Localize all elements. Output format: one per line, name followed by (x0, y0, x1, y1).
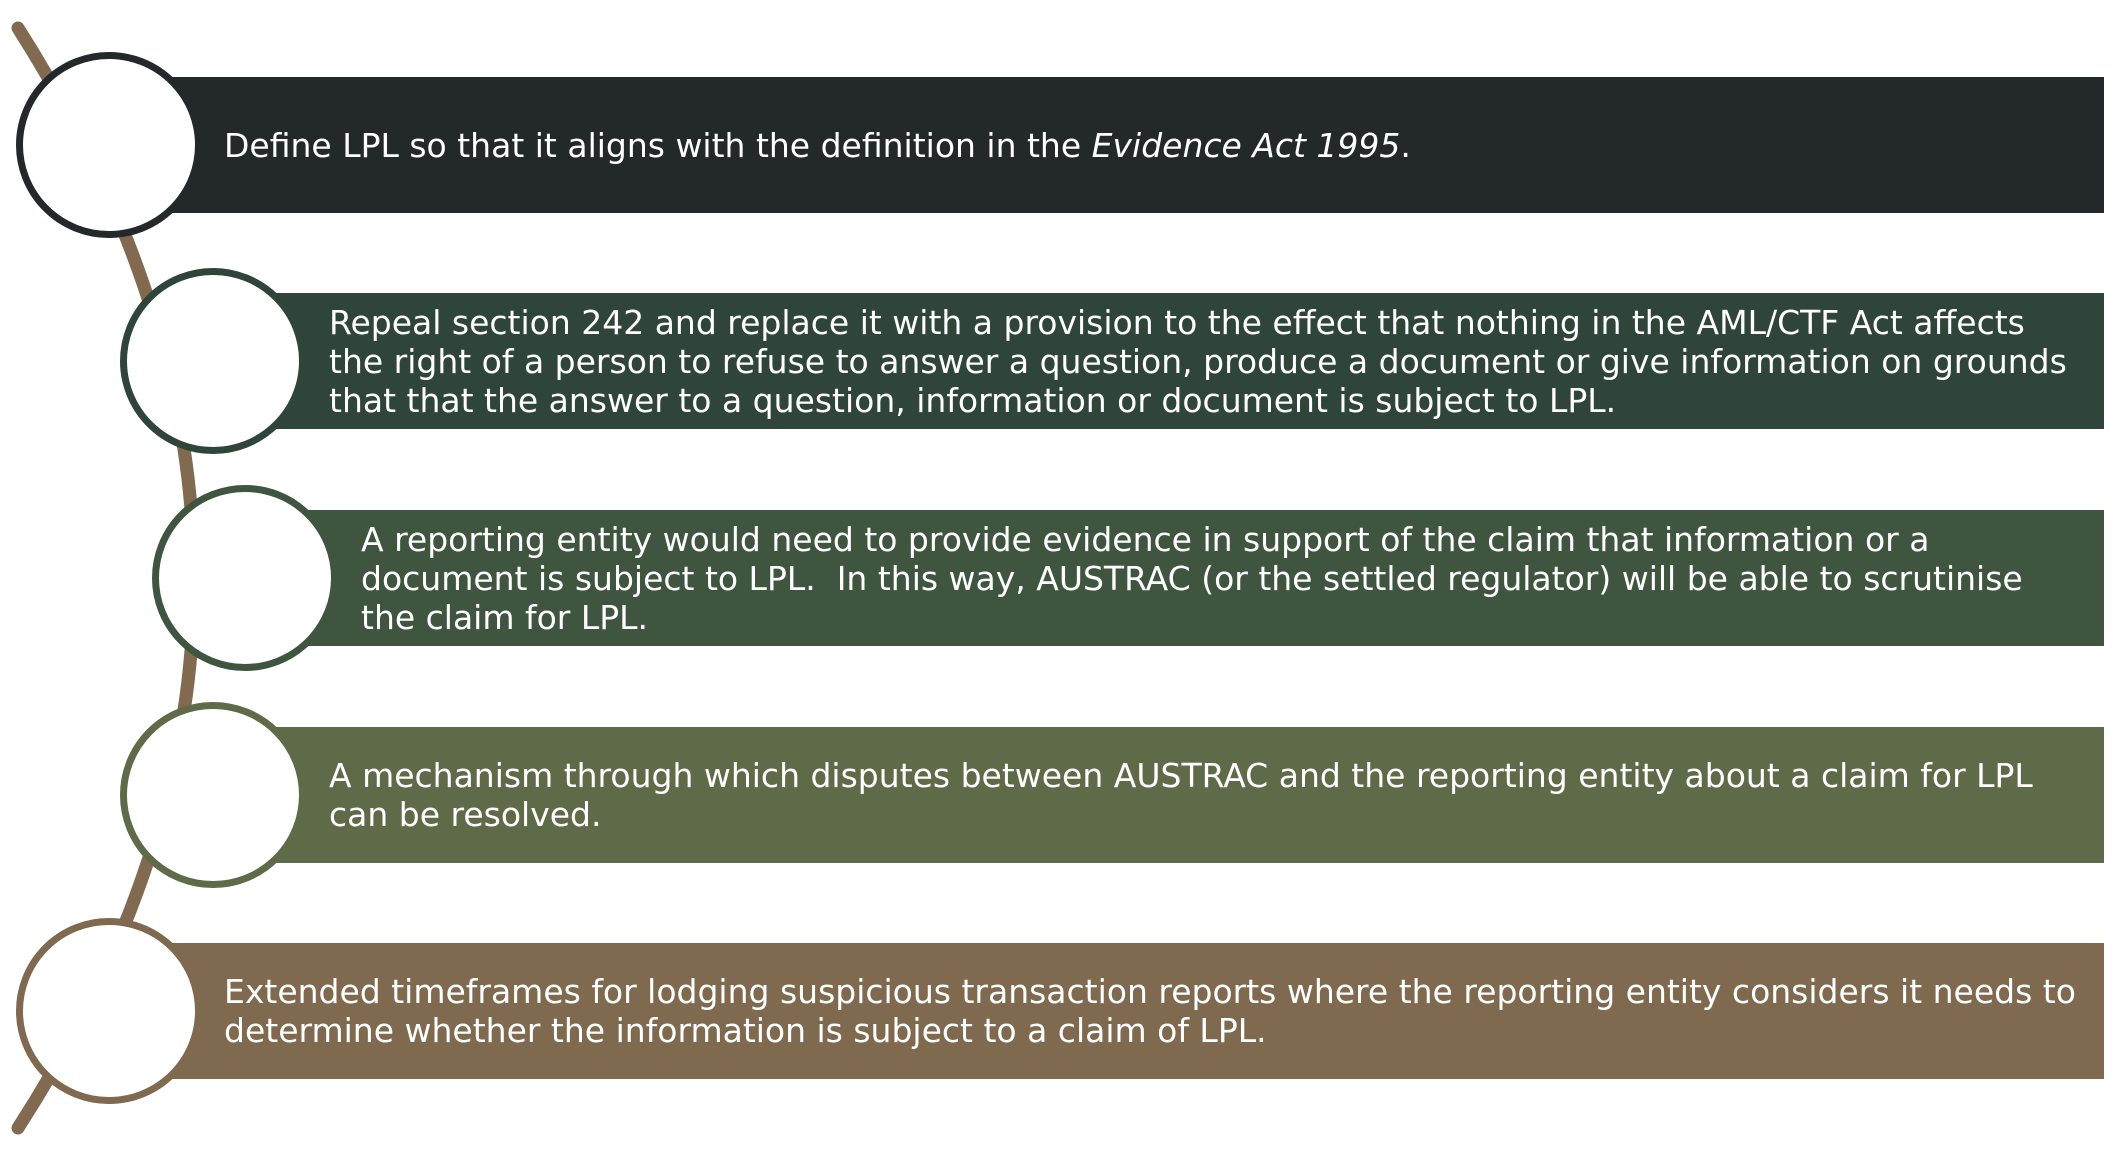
step-1-bar (160, 77, 2104, 213)
step-2-circle (120, 268, 306, 454)
step-3-text: A reporting entity would need to provide evidence in support of the claim that information or a document is subject to LPL. In this way, AUSTRAC (or the settled regulator) will be able to scrutinise the claim for LPL. (361, 519, 2034, 637)
step-4-bar (264, 727, 2104, 863)
step-3-bar (296, 510, 2104, 646)
step-2-text: Repeal section 242 and replace it with a provision to the effect that nothing in the AML/CTF Act affects the right of a person to refuse to answer a question, produce a document or give information on grounds that that the answer to a question, information or document is subject to LPL. (329, 302, 2067, 420)
step-3-circle (152, 485, 338, 671)
step-1-text: Define LPL so that it aligns with the definition in the Evidence Act 1995. (224, 125, 1411, 165)
step-5-bar (160, 943, 2104, 1079)
step-4-text: A mechanism through which disputes between AUSTRAC and the reporting entity about a claim for LPL can be resolved. (329, 756, 2033, 834)
step-5-text: Extended timeframes for lodging suspicious transaction reports where the reporting entity considers it needs to determine whether the information is subject to a claim of LPL. (224, 972, 2076, 1050)
step-5-circle (16, 918, 202, 1104)
step-1-circle (16, 52, 202, 238)
step-4-circle (120, 702, 306, 888)
step-1-italic-text: Evidence Act 1995 (1091, 125, 1401, 165)
step-2-bar (264, 293, 2104, 429)
